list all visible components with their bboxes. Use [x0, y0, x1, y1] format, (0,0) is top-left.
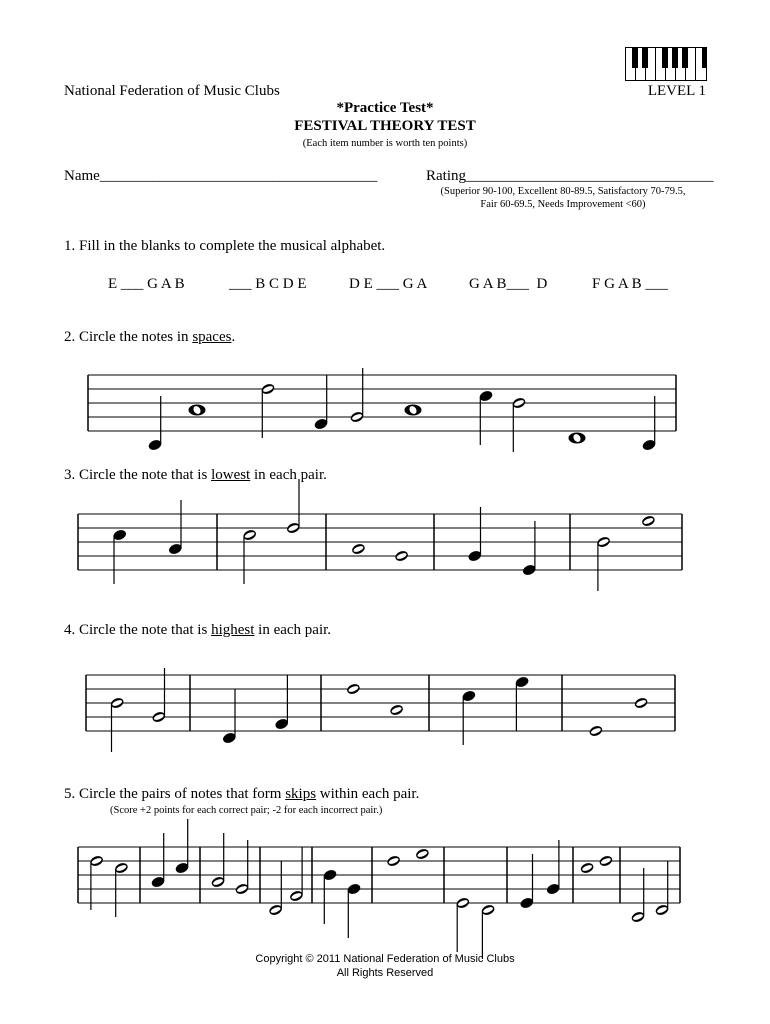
- note[interactable]: [349, 368, 364, 424]
- note[interactable]: [260, 382, 275, 438]
- note[interactable]: [519, 854, 534, 910]
- note[interactable]: [286, 479, 301, 535]
- note[interactable]: [598, 854, 613, 867]
- question-5-number: 5.: [64, 786, 76, 802]
- name-field[interactable]: Name_____________________________________: [64, 168, 378, 184]
- test-title: FESTIVAL THEORY TEST: [294, 118, 476, 134]
- note[interactable]: [588, 724, 603, 737]
- note[interactable]: [405, 405, 422, 416]
- question-2-end: .: [231, 329, 236, 345]
- note[interactable]: [521, 521, 536, 577]
- question-5-keyword: skips: [285, 786, 317, 802]
- note[interactable]: [351, 542, 366, 555]
- staff-question-5: [0, 835, 770, 915]
- note[interactable]: [322, 868, 337, 924]
- note[interactable]: [346, 882, 361, 938]
- question-4: [64, 622, 331, 639]
- question-2-text: Circle the notes in: [79, 329, 193, 345]
- note[interactable]: [579, 861, 594, 874]
- question-2-number: 2.: [64, 329, 76, 345]
- note[interactable]: [109, 696, 124, 752]
- question-1-text: Fill in the blanks to complete the musical alphabet.: [79, 238, 386, 254]
- note[interactable]: [346, 682, 361, 695]
- question-1: [64, 238, 385, 255]
- alphabet-item-4[interactable]: G A B___ D: [469, 276, 548, 292]
- footer: [0, 952, 770, 980]
- level-label: LEVEL 1: [647, 83, 706, 99]
- note[interactable]: [596, 535, 611, 591]
- question-3-end: in each pair.: [250, 467, 327, 483]
- note[interactable]: [630, 868, 645, 924]
- alphabet-item-1[interactable]: E ___ G A B: [108, 276, 185, 292]
- note[interactable]: [147, 396, 162, 452]
- question-4-number: 4.: [64, 622, 76, 638]
- copyright-line: Copyright © 2011 National Federation of Music Clubs: [255, 953, 515, 965]
- question-4-keyword: highest: [211, 622, 255, 638]
- note[interactable]: [569, 433, 586, 444]
- staff-question-2: [0, 360, 770, 440]
- question-2: [64, 329, 235, 346]
- note[interactable]: [386, 854, 401, 867]
- practice-test-label: *Practice Test*: [336, 100, 434, 116]
- alphabet-item-5[interactable]: F G A B ___: [592, 276, 668, 292]
- staff-question-3: [0, 500, 770, 585]
- question-3: [64, 467, 327, 484]
- question-4-text: Circle the note that is: [79, 622, 212, 638]
- note[interactable]: [467, 507, 482, 563]
- question-5-end: within each pair.: [316, 786, 420, 802]
- note[interactable]: [234, 840, 249, 896]
- question-3-text: Circle the note that is: [79, 467, 212, 483]
- note[interactable]: [189, 405, 206, 416]
- question-3-keyword: lowest: [211, 467, 251, 483]
- note[interactable]: [641, 514, 656, 527]
- note[interactable]: [511, 396, 526, 452]
- note[interactable]: [480, 903, 495, 959]
- question-5-scoring-note: (Score +2 points for each correct pair; -2 for each incorrect pair.): [110, 805, 383, 816]
- note[interactable]: [389, 703, 404, 716]
- test-subtitle: (Each item number is worth ten points): [302, 138, 468, 149]
- rating-scale-note: [426, 185, 700, 211]
- question-5: [64, 786, 419, 803]
- rating-scale-line-1: (Superior 90-100, Excellent 80-89.5, Satisfactory 70-79.5,: [440, 186, 686, 197]
- staff-question-4: [0, 655, 770, 745]
- note[interactable]: [545, 840, 560, 896]
- note[interactable]: [455, 896, 470, 952]
- note[interactable]: [151, 668, 166, 724]
- piano-keys-logo: [625, 47, 707, 81]
- question-4-end: in each pair.: [254, 622, 332, 638]
- question-2-keyword: spaces: [192, 329, 232, 345]
- alphabet-item-3[interactable]: D E ___ G A: [349, 276, 428, 292]
- note[interactable]: [633, 696, 648, 709]
- note[interactable]: [415, 847, 430, 860]
- note[interactable]: [89, 854, 104, 910]
- note[interactable]: [641, 396, 656, 452]
- organization-name: National Federation of Music Clubs: [64, 83, 280, 99]
- question-1-number: 1.: [64, 238, 76, 254]
- rating-scale-line-2: Fair 60-69.5, Needs Improvement <60): [480, 199, 646, 210]
- rights-line: All Rights Reserved: [336, 967, 434, 979]
- note[interactable]: [394, 549, 409, 562]
- question-3-number: 3.: [64, 467, 76, 483]
- alphabet-item-2[interactable]: ___ B C D E: [229, 276, 307, 292]
- rating-field[interactable]: Rating_________________________________: [426, 168, 714, 184]
- question-5-text: Circle the pairs of notes that form: [79, 786, 286, 802]
